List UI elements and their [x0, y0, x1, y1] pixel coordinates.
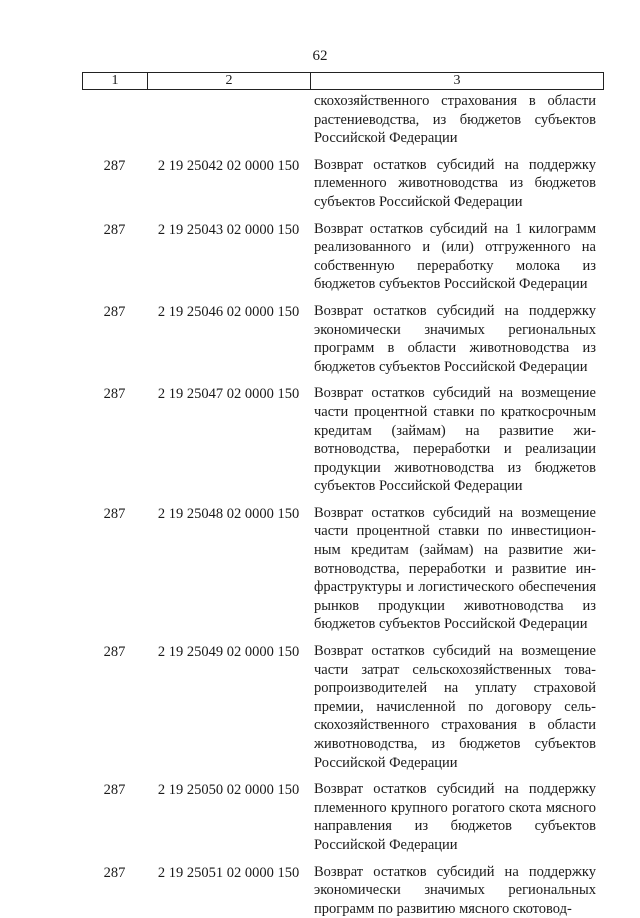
table-row [82, 220, 604, 294]
row-budget-code: 2 19 25051 02 0000 150 [157, 864, 300, 881]
row-admin-code: 287 [103, 864, 126, 881]
row-admin-code: 287 [103, 644, 126, 661]
table-body [82, 92, 604, 918]
table-row [82, 156, 604, 212]
row-budget-code: 2 19 25050 02 0000 150 [157, 782, 300, 799]
header-col-1: 1 [83, 73, 148, 89]
row-admin-code: 287 [103, 782, 126, 799]
table-row [82, 504, 604, 634]
row-description: Возврат остатков субсидий на возмещение части затрат сельскохозяйственных товаропроизводителей на уплату страховой премии, начисленной по договору сельскохозяйственного страхования в области животноводства, из бюджетов субъектов Российской Федерации [314, 643, 596, 771]
row-description: Возврат остатков субсидий на поддержку племенного животноводства из бюджетов субъектов Российской Федерации [314, 156, 596, 210]
table-row [82, 642, 604, 772]
row-budget-code: 2 19 25048 02 0000 150 [157, 505, 300, 522]
row-admin-code: 287 [103, 303, 126, 320]
row-budget-code: 2 19 25043 02 0000 150 [157, 221, 300, 238]
header-col-2: 2 [148, 73, 311, 89]
table-row [82, 780, 604, 854]
row-description: Возврат остатков субсидий на поддержку племенного крупного рогатого скота мясного направления из бюджетов субъектов Российской Федерации [314, 781, 596, 853]
row-budget-code: 2 19 25042 02 0000 150 [157, 157, 300, 174]
row-description: Возврат остатков субсидий на поддержку экономически значимых региональных программ по развитию мясного скотовод- [314, 863, 596, 917]
row-budget-code: 2 19 25047 02 0000 150 [157, 386, 300, 403]
page-number: 62 [312, 48, 328, 64]
row-description: Возврат остатков субсидий на возмещение части процентной ставки по инвестиционным кредитам (займам) на развитие животноводства, переработки и развитие инфраструктуры и логистического обеспечения рынков продукции животноводства из бюджетов субъектов Российской Федерации [314, 504, 596, 633]
row-admin-code: 287 [103, 221, 126, 238]
table-row [82, 863, 604, 918]
table-row [82, 384, 604, 496]
row-budget-code: 2 19 25046 02 0000 150 [157, 303, 300, 320]
row-description: Возврат остатков субсидий на 1 килограмм реализованного и (или) отгруженного на собственную переработку молока из бюджетов субъектов Российской Федерации [314, 220, 596, 293]
table-header [82, 72, 604, 90]
row-admin-code: 287 [103, 505, 126, 522]
row-admin-code: 287 [103, 157, 126, 174]
row-description: скохозяйственного страхования в области растениеводства, из бюджетов субъектов Российской Федерации [314, 93, 596, 147]
table-row [82, 302, 604, 376]
table-row-continuation [82, 92, 604, 148]
header-col-3: 3 [453, 73, 461, 88]
row-description: Возврат остатков субсидий на поддержку экономически значимых региональных программ в области животноводства из бюджетов субъектов Российской Федерации [314, 302, 596, 375]
row-budget-code: 2 19 25049 02 0000 150 [157, 644, 300, 661]
row-description: Возврат остатков субсидий на возмещение части процентной ставки по краткосрочным кредитам (займам) на развитие животноводства, переработки и реализации продукции животноводства из бюджетов субъектов Российской Федерации [314, 385, 596, 495]
row-admin-code: 287 [103, 386, 126, 403]
